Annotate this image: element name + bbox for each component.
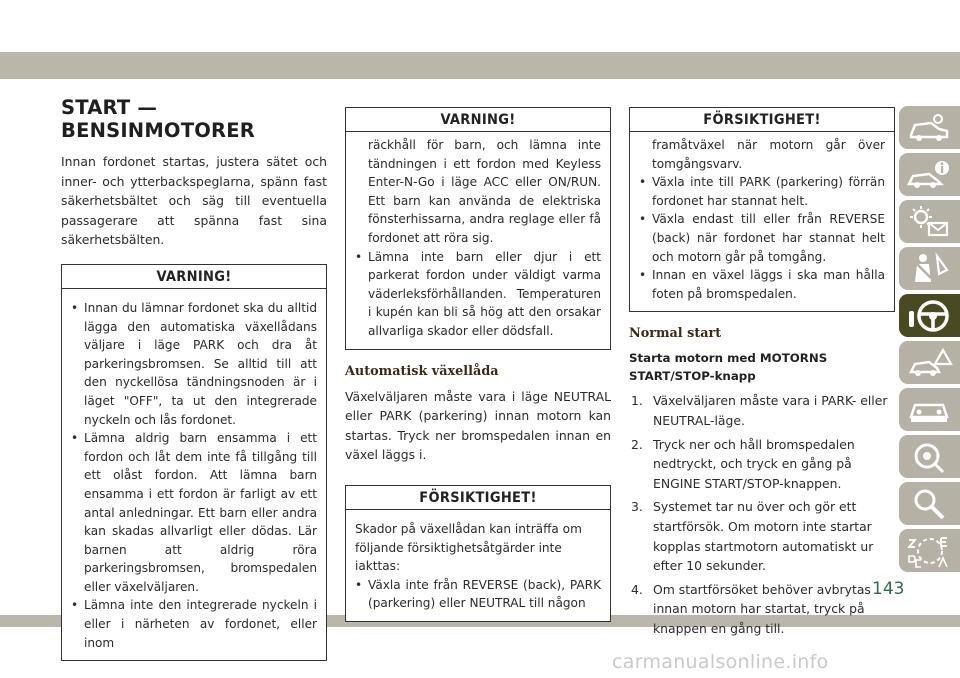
auto-transmission-text: Växelväljaren måste vara i läge NEUTRAL eller PARK (parkering) innan motorn kan startas. Tryck ner bromspedalen innan en växel läggs i. [345, 388, 611, 463]
steering-wheel-icon [905, 299, 953, 333]
warning-1-item: • Lämna inte den integrerade nyckeln i eller i närheten av fordonet, eller inom [71, 596, 317, 652]
tab-info[interactable] [899, 153, 960, 196]
start-step [629, 391, 895, 430]
caution-heading: FÖRSIKTIGHET! [346, 486, 610, 510]
start-step [629, 497, 895, 575]
tab-service[interactable] [899, 388, 960, 431]
caution-2-item: • Växla inte till PARK (parkering) förrän fordonet har stannat helt. [639, 173, 885, 210]
warning-heading: VARNING! [346, 108, 610, 132]
tab-warning-lights[interactable] [899, 200, 960, 243]
caution-1-intro: Skador på växellådan kan inträffa om följande försiktighetsåtgärder inte iakttas: [355, 521, 582, 574]
car-service-icon [905, 393, 953, 427]
step-text: Tryck ner och håll bromspedalen nedtryckt, och tryck en gång på ENGINE START/STOP-knappen. [653, 436, 855, 491]
normal-start-heading: Normal start [629, 326, 722, 342]
warning-1-item: • Lämna aldrig barn ensamma i ett fordon och låt dem inte få tillgång till ett olåst fordon. Att lämna barn ensamma i ett fordon är farligt av ett antal anledningar. Ett barn eller andra kan skadas allvarligt eller dödas. Lär barnen att aldrig röra parkeringsbromsen, bromspedalen eller växelväljaren. [71, 429, 317, 596]
warning-2-continuation: räckhåll för barn, och lämna inte tändningen i ett fordon med Keyless Enter-N-Go i läge ACC eller ON/RUN. Ett barn kan använda de elektriska fönsterhissarna, andra reglage eller få fordonet att röra sig. [368, 138, 601, 245]
tab-index[interactable] [899, 482, 960, 525]
step-text: Om startförsöket behöver avbrytas innan motorn har startat, tryck på knappen en gång till. [653, 581, 871, 636]
tab-starting-driving[interactable] [899, 294, 960, 337]
top-band [0, 52, 960, 79]
warning-heading: VARNING! [62, 265, 326, 289]
step-number: 3. [631, 499, 643, 515]
caution-box-1 [345, 485, 611, 622]
column-3 [629, 107, 895, 642]
caution-2-continuation: framåtväxel när motorn går över tomgångsvarv. [652, 138, 885, 171]
caution-1-list [355, 576, 601, 613]
caution-1-item: • Växla inte från REVERSE (back), PARK (parkering) eller NEUTRAL till någon [355, 576, 601, 613]
column-2 [345, 107, 611, 622]
normal-start-subheading: Starta motorn med MOTORNS START/STOP-knapp [629, 351, 828, 384]
step-text: Systemet tar nu över och gör ett startförsök. Om motorn inte startar kopplas startmotorn automatiskt ur efter 10 sekunder. [653, 499, 874, 574]
warning-2-item: • Lämna inte barn eller djur i ett parkerat fordon under väldigt varma väderleksförhållanden. Temperaturen i kupén kan bli så hög att den orsakar allvarliga skador eller dödsfall. [355, 248, 601, 341]
maintenance-icon [905, 440, 953, 474]
step-number: 1. [631, 393, 643, 409]
warning-box-2 [345, 107, 611, 350]
start-steps [629, 391, 895, 638]
warning-1-item: • Innan du lämnar fordonet ska du alltid lägga den automatiska växellådans väljare i läge PARK och dra åt parkeringsbromsen. Se alltid till att den nyckellösa tändningsnoden är i läget "OFF", ta ut den integrerade nyckeln och lås fordonet. [71, 299, 317, 429]
caution-2-list [639, 173, 885, 303]
step-number: 4. [631, 581, 643, 597]
column-1 [61, 96, 327, 661]
caution-2-item: • Innan en växel läggs i ska man hålla foten på bromspedalen. [639, 266, 885, 303]
caution-heading: FÖRSIKTIGHET! [630, 108, 894, 132]
step-text: Växelväljaren måste vara i PARK- eller NEUTRAL-läge. [653, 393, 888, 428]
step-number: 2. [631, 436, 643, 452]
tab-safety[interactable] [899, 247, 960, 290]
car-dashboard-icon [905, 111, 953, 145]
roadside-warning-icon [905, 346, 953, 380]
start-step [629, 580, 895, 639]
warning-lights-icon [905, 205, 953, 239]
chapter-tabs [899, 106, 960, 576]
auto-transmission-heading: Automatisk växellåda [345, 363, 499, 379]
caution-box-2 [629, 107, 895, 312]
caution-2-item: • Växla endast till eller från REVERSE (back) när fordonet har stannat helt och motorn går på tomgång. [639, 210, 885, 266]
watermark: carmanualsonline.info [612, 651, 829, 673]
intro-paragraph: Innan fordonet startas, justera sätet och inner- och ytterbackspeglarna, spänn fast säkerhetsbältet och säg till eventuella passagerare att spänna fast sina säkerhetsbälten. [61, 154, 327, 248]
languages-icon [905, 534, 953, 568]
page-number: 143 [872, 579, 905, 599]
warning-1-list [71, 299, 317, 652]
tab-maintenance[interactable] [899, 435, 960, 478]
warning-box-1 [61, 264, 327, 661]
car-info-icon [905, 158, 953, 192]
page-title: START — BENSINMOTORER [61, 96, 255, 142]
tab-dashboard[interactable] [899, 106, 960, 149]
search-index-icon [905, 487, 953, 521]
tab-languages[interactable] [899, 529, 960, 572]
warning-2-list [355, 248, 601, 341]
seatbelt-safety-icon [905, 252, 953, 286]
tab-emergency[interactable] [899, 341, 960, 384]
start-step [629, 435, 895, 494]
